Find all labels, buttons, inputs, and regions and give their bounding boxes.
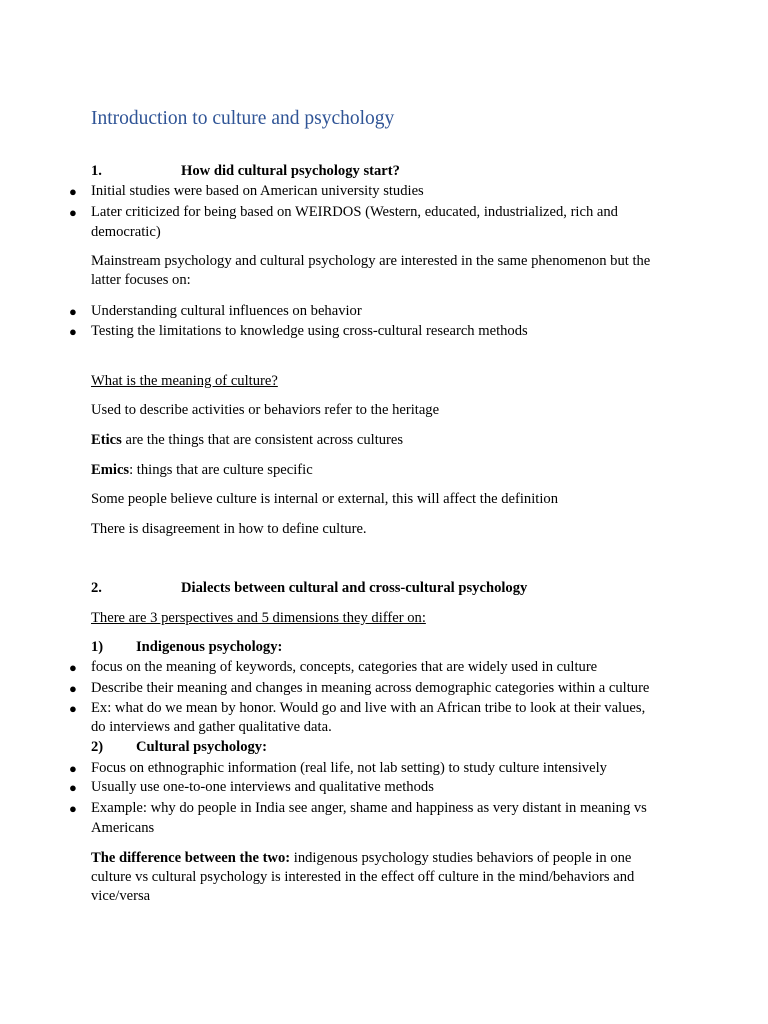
- bullet-icon: ●: [69, 324, 77, 339]
- paragraph: vice/versa: [91, 888, 151, 904]
- paragraph: latter focuses on:: [91, 272, 191, 288]
- paragraph-difference: The difference between the two: indigenous psychology studies behaviors of people in one: [91, 850, 632, 866]
- section-1-number: 1.: [91, 163, 102, 179]
- subheading-question: What is the meaning of culture?: [91, 373, 278, 389]
- list-item: ● Focus on ethnographic information (real life, not lab setting) to study culture intensively: [91, 759, 607, 779]
- list-item: ● Describe their meaning and changes in meaning across demographic categories within a culture: [91, 679, 649, 699]
- bullet-icon: ●: [69, 701, 77, 716]
- list-item: ● Later criticized for being based on WEIRDOS (Western, educated, industrialized, rich and: [91, 203, 618, 223]
- list-item: ● Testing the limitations to knowledge using cross-cultural research methods: [91, 322, 528, 342]
- bullet-icon: ●: [69, 681, 77, 696]
- section-2-heading: [91, 579, 528, 598]
- bullet-icon: ●: [69, 780, 77, 795]
- section-1-heading: [91, 162, 400, 181]
- bullet-icon: ●: [69, 801, 77, 816]
- bullet-icon: ●: [69, 184, 77, 199]
- paragraph: culture vs cultural psychology is interested in the effect off culture in the mind/behaviors and: [91, 869, 635, 885]
- bullet-icon: ●: [69, 205, 77, 220]
- paragraph-underlined: There are 3 perspectives and 5 dimensions they differ on:: [91, 610, 426, 626]
- section-1-title: How did cultural psychology start?: [181, 163, 400, 179]
- document-title: Introduction to culture and psychology: [91, 108, 395, 129]
- paragraph-emics: Emics: things that are culture specific: [91, 462, 313, 478]
- paragraph: There is disagreement in how to define culture.: [91, 521, 367, 537]
- list-item: ● Example: why do people in India see anger, shame and happiness as very distant in meaning vs: [91, 799, 647, 819]
- list-item: ● focus on the meaning of keywords, concepts, categories that are widely used in culture: [91, 658, 597, 678]
- paragraph-etics: Etics are the things that are consistent across cultures: [91, 432, 404, 448]
- bullet-icon: ●: [69, 660, 77, 675]
- section-2-number: 2.: [91, 580, 102, 596]
- list-item: ● Understanding cultural influences on behavior: [91, 302, 362, 322]
- list-item-continuation: Americans: [91, 820, 155, 836]
- section-2-title: Dialects between cultural and cross-cultural psychology: [181, 580, 528, 596]
- bullet-icon: ●: [69, 304, 77, 319]
- list-item: ● Usually use one-to-one interviews and qualitative methods: [91, 778, 434, 798]
- subsection-2-heading: 2) Cultural psychology:: [91, 739, 267, 755]
- bullet-icon: ●: [69, 761, 77, 776]
- list-item-continuation: do interviews and gather qualitative data.: [91, 719, 332, 735]
- paragraph: Some people believe culture is internal or external, this will affect the definition: [91, 491, 558, 507]
- list-item: ● Initial studies were based on American university studies: [91, 182, 424, 202]
- list-item-continuation: democratic): [91, 224, 161, 240]
- subsection-1-heading: 1) Indigenous psychology:: [91, 639, 283, 655]
- list-item: ● Ex: what do we mean by honor. Would go and live with an African tribe to look at their values,: [91, 699, 645, 719]
- paragraph: Mainstream psychology and cultural psychology are interested in the same phenomenon but the: [91, 253, 651, 269]
- paragraph: Used to describe activities or behaviors refer to the heritage: [91, 402, 440, 418]
